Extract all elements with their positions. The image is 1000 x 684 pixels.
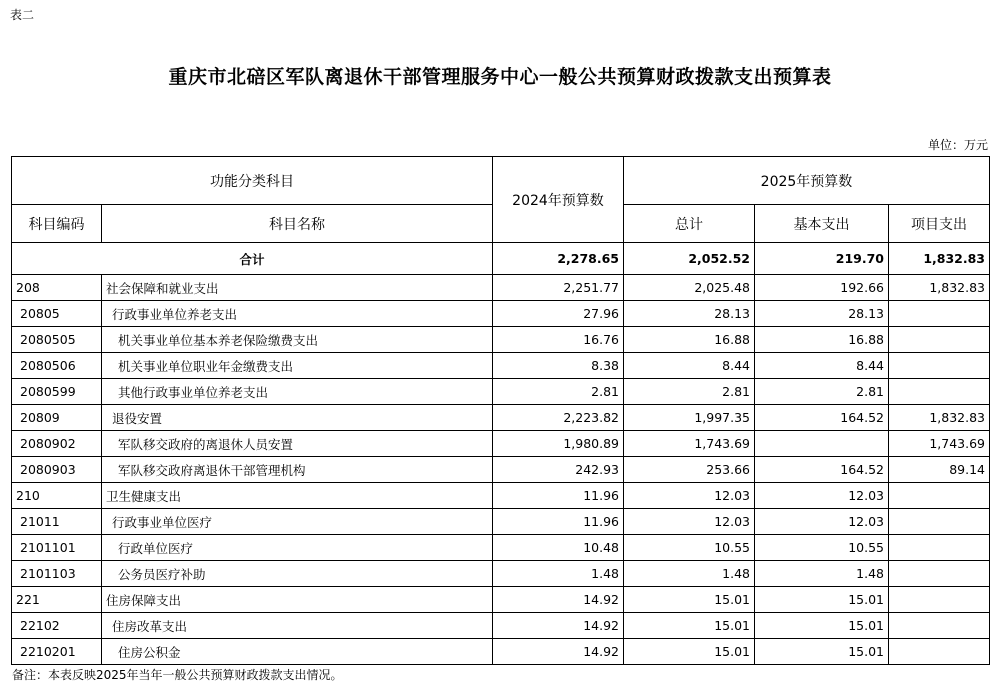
table-row — [12, 327, 990, 353]
cell-code: 2080506 — [12, 353, 102, 379]
cell-total: 16.88 — [624, 327, 755, 353]
table-row — [12, 561, 990, 587]
cell-name: 住房改革支出 — [102, 613, 493, 639]
cell-name: 机关事业单位职业年金缴费支出 — [102, 353, 493, 379]
cell-budget-2024: 2,223.82 — [493, 405, 624, 431]
cell-name: 住房公积金 — [102, 639, 493, 665]
header-budget-2024: 2024年预算数 — [493, 157, 624, 243]
cell-name: 行政事业单位养老支出 — [102, 301, 493, 327]
table-row — [12, 483, 990, 509]
footnote: 备注：本表反映2025年当年一般公共预算财政拨款支出情况。 — [12, 668, 343, 682]
cell-total: 12.03 — [624, 509, 755, 535]
cell-code: 2080505 — [12, 327, 102, 353]
table-row — [12, 639, 990, 665]
table-row — [12, 301, 990, 327]
cell-code: 2080599 — [12, 379, 102, 405]
cell-code: 221 — [12, 587, 102, 613]
cell-code: 21011 — [12, 509, 102, 535]
cell-name: 机关事业单位基本养老保险缴费支出 — [102, 327, 493, 353]
cell-code: 2101101 — [12, 535, 102, 561]
table-row — [12, 353, 990, 379]
table-row — [12, 379, 990, 405]
table-row — [12, 275, 990, 301]
cell-code: 210 — [12, 483, 102, 509]
total-row — [12, 243, 990, 275]
cell-name: 其他行政事业单位养老支出 — [102, 379, 493, 405]
cell-project — [889, 639, 990, 665]
total-project: 1,832.83 — [889, 243, 990, 275]
header-functional-category: 功能分类科目 — [12, 157, 493, 205]
table-row — [12, 431, 990, 457]
cell-budget-2024: 11.96 — [493, 509, 624, 535]
cell-total: 15.01 — [624, 587, 755, 613]
cell-name: 社会保障和就业支出 — [102, 275, 493, 301]
cell-name: 卫生健康支出 — [102, 483, 493, 509]
cell-basic: 15.01 — [755, 613, 889, 639]
cell-name: 退役安置 — [102, 405, 493, 431]
cell-basic: 192.66 — [755, 275, 889, 301]
cell-name: 军队移交政府离退休干部管理机构 — [102, 457, 493, 483]
cell-project: 1,832.83 — [889, 405, 990, 431]
cell-code: 2080902 — [12, 431, 102, 457]
cell-budget-2024: 14.92 — [493, 587, 624, 613]
cell-code: 2101103 — [12, 561, 102, 587]
cell-basic — [755, 431, 889, 457]
cell-budget-2024: 11.96 — [493, 483, 624, 509]
cell-total: 15.01 — [624, 613, 755, 639]
cell-project — [889, 509, 990, 535]
cell-project — [889, 483, 990, 509]
table-row — [12, 405, 990, 431]
cell-basic: 15.01 — [755, 587, 889, 613]
cell-basic: 15.01 — [755, 639, 889, 665]
cell-basic: 8.44 — [755, 353, 889, 379]
page-title: 重庆市北碚区军队离退休干部管理服务中心一般公共预算财政拨款支出预算表 — [168, 66, 832, 88]
header-project: 项目支出 — [889, 205, 990, 243]
cell-total: 10.55 — [624, 535, 755, 561]
budget-table — [11, 156, 990, 665]
total-b2024: 2,278.65 — [493, 243, 624, 275]
cell-budget-2024: 8.38 — [493, 353, 624, 379]
cell-total: 2,025.48 — [624, 275, 755, 301]
cell-budget-2024: 1.48 — [493, 561, 624, 587]
table-row — [12, 457, 990, 483]
total-label: 合计 — [12, 243, 493, 275]
cell-budget-2024: 10.48 — [493, 535, 624, 561]
header-name: 科目名称 — [102, 205, 493, 243]
cell-project — [889, 327, 990, 353]
unit-label: 单位：万元 — [927, 138, 988, 152]
cell-total: 8.44 — [624, 353, 755, 379]
cell-budget-2024: 2.81 — [493, 379, 624, 405]
cell-project: 1,832.83 — [889, 275, 990, 301]
cell-name: 住房保障支出 — [102, 587, 493, 613]
cell-total: 15.01 — [624, 639, 755, 665]
header-basic: 基本支出 — [755, 205, 889, 243]
cell-budget-2024: 14.92 — [493, 613, 624, 639]
cell-basic: 10.55 — [755, 535, 889, 561]
cell-project — [889, 587, 990, 613]
cell-total: 253.66 — [624, 457, 755, 483]
table-row — [12, 613, 990, 639]
header-code: 科目编码 — [12, 205, 102, 243]
header-budget-2025: 2025年预算数 — [624, 157, 990, 205]
cell-project: 89.14 — [889, 457, 990, 483]
cell-budget-2024: 16.76 — [493, 327, 624, 353]
cell-budget-2024: 1,980.89 — [493, 431, 624, 457]
cell-project — [889, 379, 990, 405]
cell-budget-2024: 14.92 — [493, 639, 624, 665]
table-row — [12, 535, 990, 561]
cell-project — [889, 613, 990, 639]
cell-code: 20809 — [12, 405, 102, 431]
cell-total: 1.48 — [624, 561, 755, 587]
cell-project: 1,743.69 — [889, 431, 990, 457]
cell-name: 公务员医疗补助 — [102, 561, 493, 587]
table-body — [12, 243, 990, 665]
total-total: 2,052.52 — [624, 243, 755, 275]
table-row — [12, 509, 990, 535]
cell-total: 1,743.69 — [624, 431, 755, 457]
cell-code: 208 — [12, 275, 102, 301]
cell-basic: 2.81 — [755, 379, 889, 405]
cell-project — [889, 301, 990, 327]
cell-total: 28.13 — [624, 301, 755, 327]
cell-basic: 12.03 — [755, 509, 889, 535]
cell-budget-2024: 242.93 — [493, 457, 624, 483]
cell-total: 1,997.35 — [624, 405, 755, 431]
total-basic: 219.70 — [755, 243, 889, 275]
cell-code: 2210201 — [12, 639, 102, 665]
cell-basic: 12.03 — [755, 483, 889, 509]
cell-basic: 164.52 — [755, 457, 889, 483]
table-row — [12, 587, 990, 613]
cell-project — [889, 353, 990, 379]
cell-project — [889, 535, 990, 561]
cell-budget-2024: 2,251.77 — [493, 275, 624, 301]
cell-project — [889, 561, 990, 587]
document-tag: 表二 — [10, 8, 35, 22]
cell-budget-2024: 27.96 — [493, 301, 624, 327]
cell-code: 2080903 — [12, 457, 102, 483]
cell-code: 22102 — [12, 613, 102, 639]
cell-basic: 16.88 — [755, 327, 889, 353]
cell-total: 2.81 — [624, 379, 755, 405]
header-total: 总计 — [624, 205, 755, 243]
cell-name: 行政单位医疗 — [102, 535, 493, 561]
cell-basic: 1.48 — [755, 561, 889, 587]
cell-code: 20805 — [12, 301, 102, 327]
cell-name: 行政事业单位医疗 — [102, 509, 493, 535]
cell-name: 军队移交政府的离退休人员安置 — [102, 431, 493, 457]
cell-basic: 164.52 — [755, 405, 889, 431]
cell-basic: 28.13 — [755, 301, 889, 327]
cell-total: 12.03 — [624, 483, 755, 509]
